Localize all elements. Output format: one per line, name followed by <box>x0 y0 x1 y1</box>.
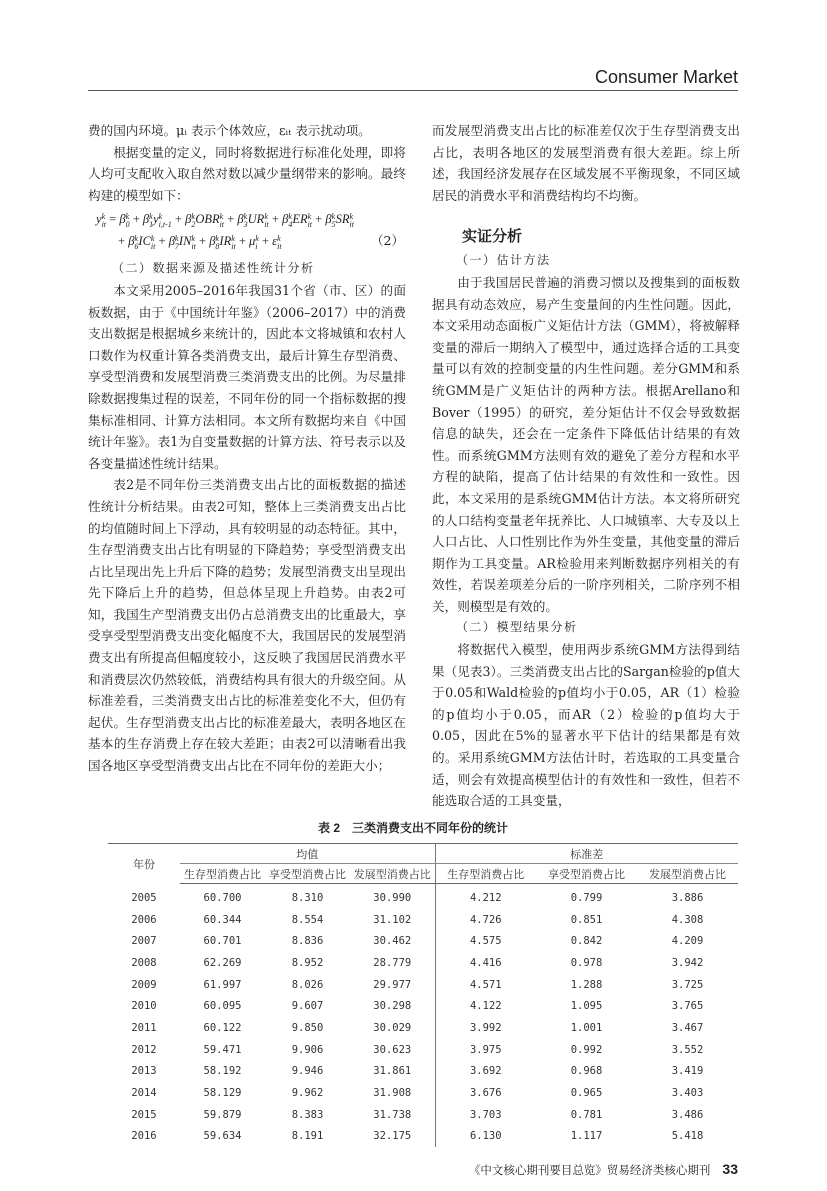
value-cell: 58.192 <box>203 1065 242 1078</box>
page-number: 33 <box>722 1161 738 1177</box>
value-cell: 8.026 <box>291 978 324 991</box>
superscript: k <box>331 211 336 221</box>
equation-number: （2） <box>371 233 404 249</box>
value-cell: 28.779 <box>350 952 435 974</box>
year-cell: 2006 <box>131 913 157 926</box>
value-cell: 9.607 <box>291 1000 324 1013</box>
value-cell: 1.117 <box>570 1130 603 1143</box>
equation-operator: = <box>106 212 120 227</box>
subscript: 0 <box>125 219 130 229</box>
superscript: k <box>277 233 281 243</box>
superscript: k <box>243 211 248 221</box>
value-cell: 1.001 <box>570 1021 603 1034</box>
value-cell: 8.191 <box>291 1130 324 1143</box>
value-cell: 0.978 <box>570 956 603 969</box>
value-cell: 58.129 <box>203 1087 242 1100</box>
superscript: k <box>125 211 130 221</box>
value-cell: 9.906 <box>291 1043 324 1056</box>
subscript: it <box>101 219 107 229</box>
value-cell: 3.467 <box>671 1021 704 1034</box>
equation-operator: + <box>129 212 143 227</box>
superscript: k <box>264 211 268 221</box>
value-cell: 0.799 <box>570 891 603 904</box>
subscript: i,t-1 <box>158 219 172 229</box>
equation-operator: + <box>258 234 273 249</box>
table-row <box>108 974 738 996</box>
value-cell: 8.554 <box>291 913 324 926</box>
paragraph: 根据变量的定义，同时将数据进行标准化处理，即将人均可支配收入取自然对数以减少量纲带来的影响。最终构建的模型如下： <box>88 144 406 203</box>
value-cell: 0.968 <box>570 1065 603 1078</box>
superscript: k <box>191 233 195 243</box>
year-cell: 2013 <box>131 1065 157 1078</box>
value-cell: 30.623 <box>350 1039 435 1061</box>
value-cell: 4.212 <box>469 891 502 904</box>
year-cell: 2005 <box>131 891 157 904</box>
section-heading: 实证分析 <box>462 228 523 246</box>
equation-variable: y k i,t-1 <box>153 211 172 229</box>
year-cell: 2014 <box>131 1087 157 1100</box>
superscript: k <box>150 233 155 243</box>
equation-operator: + <box>268 212 283 227</box>
equation-coefficient: β k 1 <box>142 211 154 229</box>
equation-line-1 <box>96 210 354 228</box>
subscript: it <box>349 219 354 229</box>
value-cell: 3.486 <box>671 1108 704 1121</box>
table-row <box>108 909 738 931</box>
running-header <box>88 64 738 91</box>
value-cell: 31.908 <box>350 1082 435 1104</box>
paragraph: 而发展型消费支出占比的标准差仅次于生存型消费支出占比，表明各地区的发展型消费有很大差距。综上所述，我国经济发展存在区域发展不平衡现象，不同区域居民的消费水平和消费结构均不均衡。 <box>432 123 740 203</box>
value-cell: 0.781 <box>570 1108 603 1121</box>
subscript: it <box>264 219 269 229</box>
value-cell: 60.701 <box>203 935 242 948</box>
superscript: k <box>101 211 106 221</box>
value-cell: 3.992 <box>469 1021 502 1034</box>
column-header: 生存型消费占比 <box>435 864 536 884</box>
equation-variable: UR k it <box>247 211 269 229</box>
equation-coefficient: β k 4 <box>282 211 293 229</box>
subscript: 4 <box>288 219 293 229</box>
year-header: 年份 <box>108 844 180 884</box>
superscript: k <box>231 233 235 243</box>
subscript: 3 <box>243 219 248 229</box>
value-cell: 3.419 <box>671 1065 704 1078</box>
value-cell: 8.310 <box>291 891 324 904</box>
value-cell: 3.942 <box>671 956 704 969</box>
equation-variable: SR k it <box>335 211 354 229</box>
value-cell: 9.946 <box>291 1065 324 1078</box>
value-cell: 0.992 <box>570 1043 603 1056</box>
subheading: （二）数据来源及描述性统计分析 <box>112 261 315 276</box>
equation-operator: + <box>195 234 210 249</box>
year-cell: 2008 <box>131 956 157 969</box>
value-cell: 3.676 <box>469 1087 502 1100</box>
subscript: it <box>307 219 313 229</box>
value-cell: 6.130 <box>469 1130 502 1143</box>
table-row <box>108 884 738 909</box>
year-cell: 2009 <box>131 978 157 991</box>
value-cell: 8.836 <box>291 935 324 948</box>
value-cell: 4.575 <box>469 935 502 948</box>
equation-variable: OBR k it <box>195 211 225 229</box>
value-cell: 1.288 <box>570 978 603 991</box>
table-row <box>108 1126 738 1148</box>
subscript: 8 <box>215 241 220 251</box>
equation-line-2 <box>118 232 282 250</box>
value-cell: 9.962 <box>291 1087 324 1100</box>
year-cell: 2011 <box>131 1021 157 1034</box>
table-row <box>108 995 738 1017</box>
equation-operator: + <box>235 234 249 249</box>
left-column <box>88 120 406 777</box>
equation-variable: IR k it <box>219 233 236 251</box>
paragraph: 本文采用2005–2016年我国31个省（市、区）的面板数据，由于《中国统计年鉴》（2006–2017）中的消费支出数据是根据城乡来统计的，因此本文将城镇和农村人口数作为权重计算各类消费支出，最后计算生存型消费、享受型消费和发展型消费三类消费支出的比例。为尽量排除数据搜集过程的误差，不同年份的同一个指标数据的搜集标准相同、计算方法相同。本文所有数据均来自《中国统计年鉴》。表1为自变量数据的计算方法、符号表示以及各变量描述性统计结果。 <box>88 282 406 471</box>
value-cell: 4.122 <box>469 1000 502 1013</box>
subscript: 1 <box>149 219 154 229</box>
value-cell: 61.997 <box>203 978 242 991</box>
value-cell: 3.403 <box>671 1087 704 1100</box>
value-cell: 5.418 <box>671 1130 704 1143</box>
value-cell: 60.122 <box>203 1021 242 1034</box>
journal-note: 《中文核心期刊要目总览》贸易经济类核心期刊 <box>468 1165 711 1177</box>
value-cell: 3.703 <box>469 1108 502 1121</box>
superscript: k <box>288 211 292 221</box>
equation-variable: IC k it <box>138 233 156 251</box>
equation-coefficient: β k 3 <box>237 211 248 229</box>
value-cell: 31.102 <box>350 909 435 931</box>
value-cell: 3.692 <box>469 1065 502 1078</box>
column-header: 生存型消费占比 <box>180 864 265 884</box>
superscript: k <box>255 233 259 243</box>
value-cell: 8.952 <box>291 956 324 969</box>
superscript: k <box>191 211 195 221</box>
value-cell: 3.886 <box>671 891 704 904</box>
table-row <box>108 1104 738 1126</box>
year-cell: 2015 <box>131 1108 157 1121</box>
value-cell: 1.095 <box>570 1000 603 1013</box>
superscript: k <box>219 211 224 221</box>
equation-coefficient: μ k i <box>249 233 259 251</box>
table-row <box>108 1039 738 1061</box>
paragraph: 由于我国居民普遍的消费习惯以及搜集到的面板数据具有动态效应，易产生变量间的内生性问题。因此，本文采用动态面板广义矩估计方法（GMM），将被解释变量的滞后一期纳入了模型中，通过选择合适的工具变量可以有效的控制变量的内生性问题。差分GMM和系统GMM是广义矩估计的两种方法。根据Arellano和Bover（1995）的研究，差分矩估计不仅会导致数据信息的缺失，还会在一定条件下降低估计结果的有效性。而系统GMM方法则有效的避免了差分方程和水平方程的缺陷，提高了估计结果的有效性和一致性。因此，本文采用的是系统GMM估计方法。本文将所研究的人口结构变量老年抚养比、人口城镇率、大专及以上人口占比、人口性别比作为外生变量，其他变量的滞后期作为工具变量。AR检验用来判断数据序列相关的有效性，若误差项差分后的一阶序列相关，二阶序列不相关，则模型是有效的。 <box>432 274 740 614</box>
subscript: it <box>231 241 236 251</box>
subscript: 2 <box>191 219 196 229</box>
subscript: it <box>219 219 225 229</box>
superscript: k <box>174 233 179 243</box>
superscript: k <box>307 211 312 221</box>
equation-coefficient: β k 8 <box>209 233 220 251</box>
value-cell: 3.552 <box>671 1043 704 1056</box>
subscript: it <box>150 241 156 251</box>
value-cell: 3.975 <box>469 1043 502 1056</box>
subheading: （一）估计方法 <box>456 253 551 268</box>
equation-operator: + <box>224 212 238 227</box>
value-cell: 4.726 <box>469 913 502 926</box>
year-cell: 2012 <box>131 1043 157 1056</box>
value-cell: 0.842 <box>570 935 603 948</box>
value-cell: 29.977 <box>350 974 435 996</box>
column-header: 享受型消费占比 <box>536 864 637 884</box>
equation-coefficient: ε k it <box>272 233 282 251</box>
value-cell: 30.990 <box>350 884 435 909</box>
paragraph: 将数据代入模型，使用两步系统GMM方法得到结果（见表3）。三类消费支出占比的Sargan检验的p值大于0.05和Wald检验的p值均小于0.05，AR（1）检验的p值均小于0.05，而AR（2）检验的p值均大于0.05，因此在5%的显著水平下估计的结果都是有效的。采用系统GMM方法估计时，若选取的工具变量合适，则会有效提高模型估计的有效性和一致性，但若不能选取合适的工具变量， <box>432 642 740 809</box>
table-caption: 表 2 三类消费支出不同年份的统计 <box>317 821 508 835</box>
equation-coefficient: β k 0 <box>119 211 130 229</box>
value-cell: 60.700 <box>203 891 242 904</box>
value-cell: 60.344 <box>203 913 242 926</box>
column-header: 享受型消费占比 <box>265 864 350 884</box>
sd-group-header: 标准差 <box>435 844 738 864</box>
journal-section-title: Consumer Market <box>594 67 738 87</box>
value-cell: 59.879 <box>203 1108 242 1121</box>
paragraph: 费的国内环境。μᵢ 表示个体效应，εᵢₜ 表示扰动项。 <box>88 123 371 138</box>
superscript: k <box>158 211 163 221</box>
value-cell: 62.269 <box>203 956 242 969</box>
value-cell: 8.383 <box>291 1108 324 1121</box>
value-cell: 4.308 <box>671 913 704 926</box>
value-cell: 9.850 <box>291 1021 324 1034</box>
value-cell: 4.571 <box>469 978 502 991</box>
column-header: 发展型消费占比 <box>637 864 738 884</box>
value-cell: 0.965 <box>570 1087 603 1100</box>
table-row <box>108 930 738 952</box>
value-cell: 3.725 <box>671 978 704 991</box>
equation-variable: ER k it <box>292 211 313 229</box>
value-cell: 30.298 <box>350 995 435 1017</box>
superscript: k <box>149 211 153 221</box>
equation-coefficient: β k 2 <box>185 211 196 229</box>
value-cell: 0.851 <box>570 913 603 926</box>
equation-operator: + <box>312 212 326 227</box>
value-cell: 31.861 <box>350 1061 435 1083</box>
value-cell: 31.738 <box>350 1104 435 1126</box>
value-cell: 59.634 <box>203 1130 242 1143</box>
year-cell: 2007 <box>131 935 157 948</box>
superscript: k <box>134 233 138 243</box>
right-column <box>432 120 740 812</box>
equation-lhs: y k it <box>96 211 107 229</box>
superscript: k <box>215 233 219 243</box>
subscript: 6 <box>134 241 139 251</box>
equation-operator: + <box>171 212 186 227</box>
year-cell: 2010 <box>131 1000 157 1013</box>
value-cell: 4.416 <box>469 956 502 969</box>
value-cell: 59.471 <box>203 1043 242 1056</box>
column-header: 发展型消费占比 <box>350 864 435 884</box>
paragraph: 表2是不同年份三类消费支出占比的面板数据的描述性统计分析结果。由表2可知，整体上三类消费支出占比的均值随时间上下浮动，具有较明显的动态特征。其中，生存型消费支出占比有明显的下降趋势；享受型消费支出占比呈现出先上升后下降的趋势；发展型消费支出呈现出先下降后上升的趋势，但总体呈现上升趋势。由表2可知，我国生产型消费支出仍占总消费支出的比重最大，享受享受型型消费支出变化幅度不大，我国居民的发展型消费支出有所提高但幅度较小，这反映了我国居民消费水平和消费层次仍然较低，消费结构具有很大的升级空间。从标准差看，三类消费支出占比的标准差变化不大，但仍有起伏。生存型消费支出占比的标准差最大，表明各地区在基本的生存消费上存在较大差距；由表2可以清晰看出我国各地区享受型消费支出占比在不同年份的差距大小； <box>88 477 406 774</box>
value-cell: 30.029 <box>350 1017 435 1039</box>
subscript: it <box>277 241 282 251</box>
page-footer <box>469 1161 738 1178</box>
table-row <box>108 1082 738 1104</box>
subscript: i <box>255 241 258 251</box>
table-row <box>108 1061 738 1083</box>
subheading: （二）模型结果分析 <box>456 620 578 635</box>
value-cell: 4.209 <box>671 935 704 948</box>
subscript: 5 <box>331 219 336 229</box>
equation-coefficient: β k 5 <box>325 211 336 229</box>
stats-table <box>108 843 738 1147</box>
mean-group-header: 均值 <box>180 844 435 864</box>
table-row <box>108 952 738 974</box>
equation-variable: IN k it <box>178 233 196 251</box>
table-row <box>108 1017 738 1039</box>
model-equation <box>88 208 406 254</box>
equation-coefficient: β k 7 <box>168 233 179 251</box>
subscript: it <box>191 241 196 251</box>
equation-operator: + <box>118 234 129 249</box>
value-cell: 3.765 <box>671 1000 704 1013</box>
subscript: 7 <box>174 241 179 251</box>
value-cell: 32.175 <box>350 1126 435 1148</box>
equation-coefficient: β k 6 <box>128 233 139 251</box>
equation-operator: + <box>155 234 169 249</box>
year-cell: 2016 <box>131 1130 157 1143</box>
value-cell: 60.095 <box>203 1000 242 1013</box>
superscript: k <box>349 211 354 221</box>
value-cell: 30.462 <box>350 930 435 952</box>
